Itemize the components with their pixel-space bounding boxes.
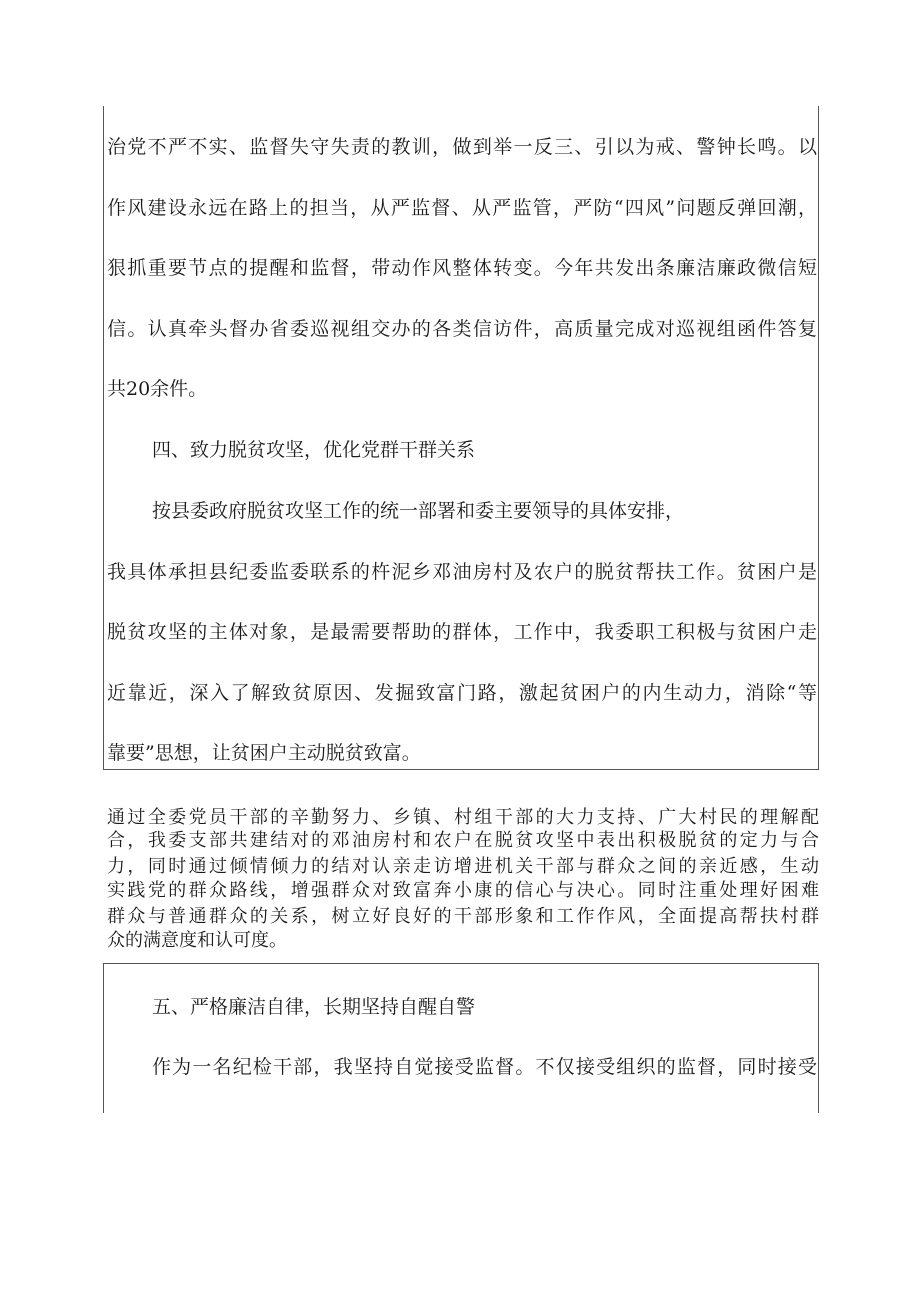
section-heading-4: 四、致力脱贫攻坚，优化党群干群关系 [152, 439, 476, 461]
paragraph-line: 信。认真牵头督办省委巡视组交办的各类信访件，高质量完成对巡视组函件答复 [107, 318, 817, 340]
free-paragraph-line: 力，同时通过倾情倾力的结对认亲走访增进机关干部与群众之间的亲近感，生动 [107, 856, 819, 877]
free-paragraph-line: 合，我委支部共建结对的邓油房村和农户在脱贫攻坚中表出积极脱贫的定力与合 [107, 830, 819, 851]
table-cell-lower [103, 963, 819, 1113]
paragraph-line: 靠要”思想，让贫困户主动脱贫致富。 [107, 742, 421, 764]
paragraph-line: 按县委政府脱贫攻坚工作的统一部署和委主要领导的具体安排， [152, 500, 685, 522]
free-paragraph-line: 众的满意度和认可度。 [107, 930, 287, 951]
paragraph-line: 共20余件。 [107, 378, 208, 400]
paragraph-line: 作风建设永远在路上的担当，从严监督、从严监管，严防“四风”问题反弹回潮， [107, 197, 817, 219]
paragraph-line: 治党不严不实、监督失守失责的教训，做到举一反三、引以为戒、警钟长鸣。以 [107, 136, 817, 158]
paragraph-line: 近靠近，深入了解致贫原因、发掘致富门路，激起贫困户的内生动力，消除“等 [107, 682, 817, 704]
paragraph-line: 我具体承担县纪委监委联系的杵泥乡邓油房村及农户的脱贫帮扶工作。贫困户是 [107, 561, 817, 583]
paragraph-line: 脱贫攻坚的主体对象，是最需要帮助的群体，工作中，我委职工积极与贫困户走 [107, 621, 817, 643]
paragraph-line: 狠抓重要节点的提醒和监督，带动作风整体转变。今年共发出条廉洁廉政微信短 [107, 257, 817, 279]
free-paragraph-line: 通过全委党员干部的辛勤努力、乡镇、村组干部的大力支持、广大村民的理解配 [107, 807, 819, 828]
free-paragraph-line: 实践党的群众路线，增强群众对致富奔小康的信心与决心。同时注重处理好困难 [107, 880, 819, 901]
section-heading-5: 五、严格廉洁自律，长期坚持自醒自警 [152, 996, 476, 1018]
free-paragraph-line: 群众与普通群众的关系，树立好良好的干部形象和工作作风，全面提高帮扶村群 [107, 906, 819, 927]
paragraph-line: 作为一名纪检干部，我坚持自觉接受监督。不仅接受组织的监督，同时接受 [152, 1056, 817, 1078]
